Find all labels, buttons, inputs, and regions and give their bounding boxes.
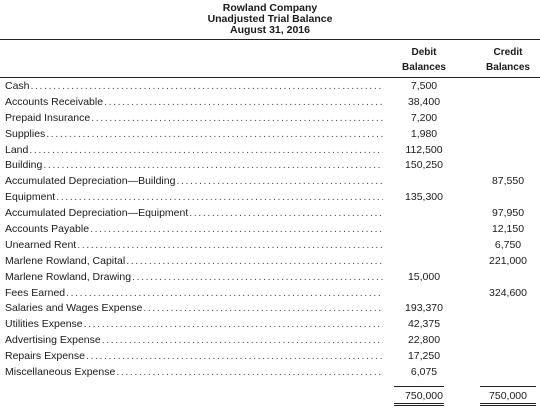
- account-leader: [5, 143, 383, 159]
- account-name: Accumulated Depreciation—Equipment: [5, 207, 189, 220]
- account-leader: [5, 190, 383, 206]
- account-name: Equipment: [5, 191, 56, 204]
- account-name: Accounts Payable: [5, 223, 90, 236]
- account-name: Land: [5, 143, 29, 156]
- debit-amount: 15,000: [407, 270, 441, 283]
- company-name: Rowland Company: [222, 2, 318, 14]
- debit-amount: 42,375: [407, 318, 441, 331]
- credit-double-rule-2: [480, 405, 536, 406]
- account-name: Fees Earned: [5, 286, 66, 299]
- credit-amount: 324,600: [489, 286, 527, 299]
- debit-amount: 38,400: [407, 95, 441, 108]
- account-leader: [5, 222, 383, 238]
- account-name: Prepaid Insurance: [5, 111, 91, 124]
- report-title: Unadjusted Trial Balance: [207, 13, 333, 25]
- account-row: [0, 127, 540, 143]
- account-row: [0, 206, 540, 222]
- account-leader: [5, 127, 383, 143]
- account-name: Advertising Expense: [5, 334, 101, 347]
- account-leader: [5, 95, 383, 111]
- account-name: Unearned Rent: [5, 238, 77, 251]
- account-name: Cash: [5, 80, 30, 92]
- account-name: Building: [5, 159, 43, 172]
- account-row: [0, 238, 540, 254]
- account-name: Repairs Expense: [5, 350, 85, 363]
- account-row: [0, 301, 540, 317]
- debit-amount: 7,500: [410, 80, 438, 92]
- account-name: Accounts Receivable: [5, 95, 104, 108]
- credit-amount: 221,000: [489, 254, 527, 267]
- account-name: Miscellaneous Expense: [5, 366, 116, 379]
- account-row: [0, 174, 540, 190]
- account-leader: [5, 365, 383, 381]
- account-row: [0, 79, 540, 95]
- debit-header-line2: Balances: [402, 62, 446, 73]
- account-leader: [5, 270, 383, 286]
- debit-column-header: [392, 45, 456, 75]
- account-name: Utilities Expense: [5, 318, 83, 331]
- account-row: [0, 111, 540, 127]
- account-leader: [5, 238, 383, 254]
- account-name: Marlene Rowland, Drawing: [5, 270, 132, 283]
- account-name: Marlene Rowland, Capital: [5, 254, 126, 267]
- account-row: [0, 286, 540, 302]
- account-name: Accumulated Depreciation—Building: [5, 175, 176, 188]
- debit-amount: 150,250: [405, 159, 443, 172]
- account-leader: [5, 174, 383, 190]
- debit-double-rule-1: [394, 403, 444, 404]
- credit-amount: 12,150: [491, 223, 525, 236]
- account-rows: [0, 79, 540, 381]
- debit-total: 750,000: [405, 390, 443, 402]
- debit-amount: 7,200: [410, 111, 438, 124]
- report-header: [0, 3, 540, 36]
- account-name: Supplies: [5, 127, 46, 140]
- account-row: [0, 349, 540, 365]
- account-row: [0, 222, 540, 238]
- account-leader: [5, 333, 383, 349]
- debit-amount: 135,300: [405, 191, 443, 204]
- credit-total: 750,000: [489, 390, 527, 402]
- account-leader: [5, 206, 383, 222]
- credit-column-header: [476, 45, 540, 75]
- debit-amount: 6,075: [410, 366, 438, 379]
- credit-amount: 97,950: [491, 207, 525, 220]
- account-row: [0, 190, 540, 206]
- account-leader: [5, 301, 383, 317]
- debit-double-rule-2: [394, 405, 444, 406]
- account-leader: [5, 158, 383, 174]
- account-name: Salaries and Wages Expense: [5, 302, 143, 315]
- account-row: [0, 317, 540, 333]
- credit-header-line2: Balances: [486, 62, 530, 73]
- account-row: [0, 158, 540, 174]
- debit-header-line1: Debit: [411, 47, 437, 58]
- credit-amount: 6,750: [494, 238, 522, 251]
- account-row: [0, 270, 540, 286]
- report-date: August 31, 2016: [230, 24, 310, 36]
- debit-amount: 193,370: [405, 302, 443, 315]
- account-row: [0, 254, 540, 270]
- debit-amount: 17,250: [407, 350, 441, 363]
- account-row: [0, 333, 540, 349]
- account-row: [0, 95, 540, 111]
- header-rule: [0, 39, 540, 40]
- debit-amount: 1,980: [410, 127, 438, 140]
- debit-amount: 22,800: [407, 334, 441, 347]
- account-leader: [5, 79, 383, 95]
- account-leader: [5, 286, 383, 302]
- credit-total-rule: [480, 386, 536, 387]
- account-leader: [5, 254, 383, 270]
- totals-row: [0, 388, 540, 404]
- credit-header-line1: Credit: [493, 47, 523, 58]
- credit-double-rule-1: [480, 403, 536, 404]
- column-header-rule: [0, 77, 540, 78]
- debit-total-rule: [394, 386, 444, 387]
- credit-amount: 87,550: [491, 175, 525, 188]
- account-row: [0, 143, 540, 159]
- debit-amount: 112,500: [405, 143, 443, 156]
- account-leader: [5, 317, 383, 333]
- account-leader: [5, 111, 383, 127]
- account-row: [0, 365, 540, 381]
- account-leader: [5, 349, 383, 365]
